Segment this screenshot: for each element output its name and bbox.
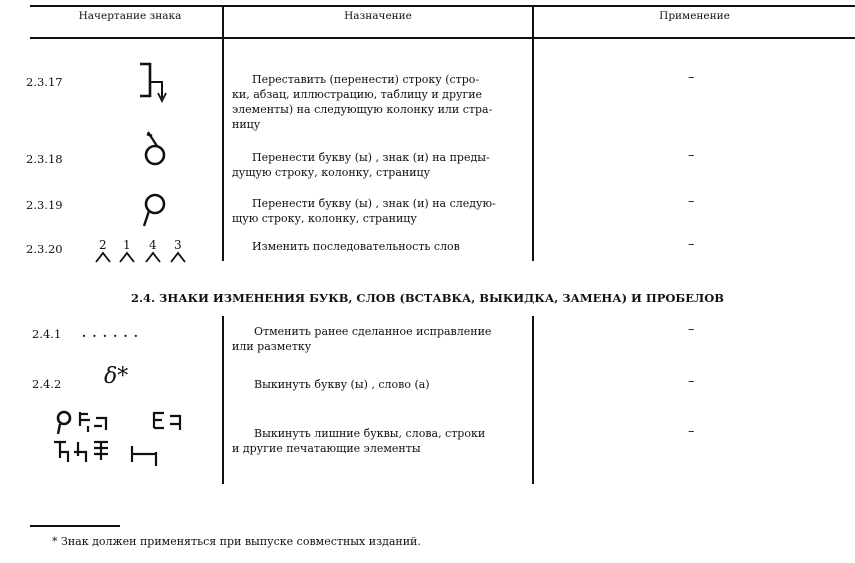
desc-line: Выкинуть лишние буквы, слова, строки bbox=[254, 427, 486, 440]
header-top-rule bbox=[30, 5, 855, 7]
desc-line: Перенести букву (ы) , знак (и) на следую- bbox=[252, 197, 496, 210]
usage-dash: – bbox=[688, 148, 695, 163]
word-order-digit: 2 bbox=[99, 238, 107, 252]
footnote: * Знак должен применяться при выпуске совместных изданий. bbox=[52, 535, 421, 548]
row-description bbox=[232, 239, 530, 254]
usage-dash: – bbox=[688, 194, 695, 209]
move-letter-to-previous-line-icon bbox=[142, 130, 172, 168]
row-number: 2.3.17 bbox=[26, 75, 63, 89]
row-description bbox=[232, 377, 530, 392]
desc-line: Переставить (перенести) строку (стро- bbox=[252, 73, 480, 86]
row-description bbox=[232, 324, 530, 354]
footnote-rule bbox=[30, 525, 120, 527]
header-sign-shape: Начертание знака bbox=[78, 10, 182, 22]
column-divider-2-upper bbox=[532, 5, 534, 261]
row-number: 2.4.2 bbox=[32, 377, 62, 391]
desc-line: Изменить последовательность слов bbox=[252, 240, 460, 253]
desc-line: Отменить ранее сделанное исправление bbox=[254, 325, 492, 338]
row-description bbox=[232, 196, 530, 226]
row-number: 2.3.19 bbox=[26, 198, 63, 212]
usage-dash: – bbox=[688, 424, 695, 439]
row-description bbox=[232, 150, 530, 180]
word-order-icon bbox=[93, 238, 193, 264]
move-letter-to-next-line-icon bbox=[140, 192, 170, 230]
desc-line: щую строку, колонку, страницу bbox=[232, 212, 417, 225]
delete-sign: δ* bbox=[104, 364, 129, 389]
header-usage: Применение bbox=[659, 10, 730, 22]
desc-line: элементы) на следующую колонку или стра- bbox=[232, 103, 493, 116]
row-number: 2.3.20 bbox=[26, 242, 63, 256]
desc-line: и другие печатающие элементы bbox=[232, 442, 421, 455]
column-divider-2-lower bbox=[532, 316, 534, 484]
row-description bbox=[232, 72, 530, 132]
usage-dash: – bbox=[688, 322, 695, 337]
desc-line: Перенести букву (ы) , знак (и) на преды- bbox=[252, 151, 490, 164]
delete-marks-icon bbox=[50, 408, 200, 468]
desc-line: ницу bbox=[232, 118, 261, 131]
row-number: 2.3.18 bbox=[26, 152, 63, 166]
desc-line: или разметку bbox=[232, 340, 312, 353]
desc-line: Выкинуть букву (ы) , слово (а) bbox=[254, 378, 430, 391]
usage-dash: – bbox=[688, 374, 695, 389]
usage-dash: – bbox=[688, 237, 695, 252]
usage-dash: – bbox=[688, 70, 695, 85]
move-to-next-column-icon bbox=[134, 60, 174, 106]
row-description bbox=[232, 426, 530, 456]
column-divider-1-lower bbox=[222, 316, 224, 484]
header-purpose: Назначение bbox=[344, 10, 412, 22]
dotted-sign: . . . . . . bbox=[82, 326, 139, 340]
column-divider-1-upper bbox=[222, 5, 224, 261]
word-order-digit: 4 bbox=[149, 238, 157, 252]
word-order-digit: 3 bbox=[174, 238, 182, 252]
row-number: 2.4.1 bbox=[32, 327, 62, 341]
section-title: 2.4. ЗНАКИ ИЗМЕНЕНИЯ БУКВ, СЛОВ (ВСТАВКА, ВЫКИДКА, ЗАМЕНА) И ПРОБЕЛОВ bbox=[131, 291, 724, 305]
desc-line: ки, абзац, иллюстрацию, таблицу и другие bbox=[232, 88, 483, 101]
header-bottom-rule bbox=[30, 37, 855, 39]
desc-line: дущую строку, колонку, страницу bbox=[232, 166, 431, 179]
word-order-digit: 1 bbox=[123, 238, 131, 252]
